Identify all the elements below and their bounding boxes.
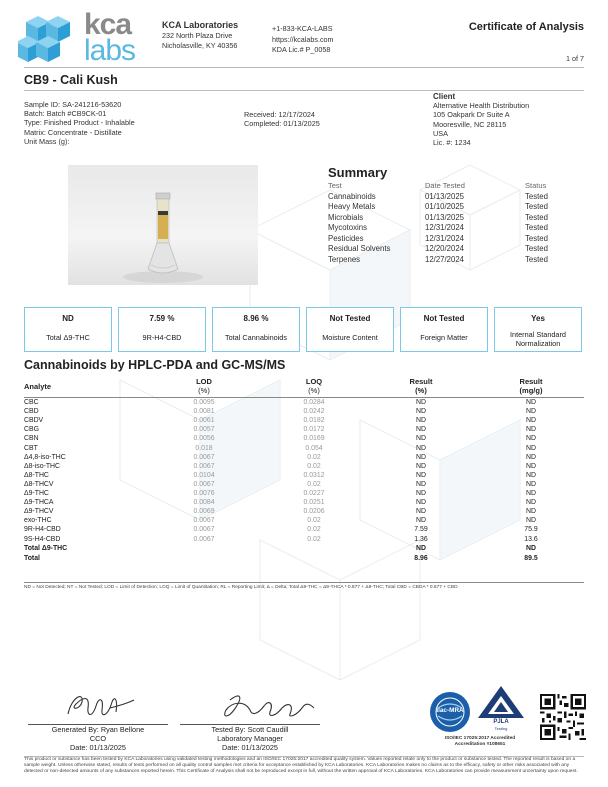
result-mg: ND <box>526 517 536 525</box>
summary-test: Residual Solvents <box>328 244 391 253</box>
summary-test: Terpenes <box>328 254 361 264</box>
summary-row <box>328 255 588 266</box>
result-mg: 89.5 <box>524 554 538 562</box>
analyte-name-cell <box>24 434 39 443</box>
lod-value: 0.0067 <box>193 453 215 461</box>
summary-header-date: Date Tested <box>425 181 465 190</box>
lod-value: 0.0067 <box>193 535 215 543</box>
lod-value: 0.0095 <box>193 399 215 406</box>
loq-value: 0.02 <box>307 462 321 470</box>
signature-scott-caudill <box>210 690 320 726</box>
analyte-name-cell <box>24 425 39 434</box>
result-mg: ND <box>526 462 536 470</box>
loq-value: 0.02 <box>307 517 321 525</box>
header-loq-unit: (%) <box>308 386 320 395</box>
sample-id: Sample ID: SA-241216-53620 <box>24 100 122 109</box>
result-box <box>24 307 112 352</box>
analyte-name-cell <box>24 407 39 416</box>
summary-status: Tested <box>525 223 548 232</box>
lab-website[interactable]: https://kcalabs.com <box>272 34 334 44</box>
loq-value: 0.0312 <box>303 471 325 479</box>
analyte-name-cell <box>24 535 60 544</box>
lab-contact-block <box>272 24 334 56</box>
summary-header-status: Status <box>525 181 547 190</box>
analyte-name-cell <box>24 480 54 489</box>
iso-line1: ISO/IEC 17025:2017 Accredited <box>444 736 516 741</box>
loq-value: 0.02 <box>307 453 321 461</box>
result-mg: ND <box>526 399 536 406</box>
lab-phone: +1-833-KCA-LABS <box>272 24 333 33</box>
analyte-name: CBN <box>24 435 39 443</box>
analyte-name: Total <box>24 554 40 562</box>
result-mg: 13.6 <box>524 535 538 543</box>
analyte-name-cell <box>24 516 52 525</box>
result-mg: ND <box>526 453 536 461</box>
lod-value: 0.0067 <box>193 526 215 534</box>
signature-caption-left <box>28 726 168 752</box>
table-row <box>24 407 584 416</box>
summary-test: Heavy Metals <box>328 202 376 211</box>
analyte-name: CBC <box>24 399 39 406</box>
iso-accreditation-text <box>430 736 530 748</box>
analyte-name: 9S-H4-CBD <box>24 535 61 543</box>
client-country: USA <box>433 128 449 138</box>
summary-test: Mycotoxins <box>328 223 367 232</box>
result-percent: ND <box>416 435 426 443</box>
summary-date: 12/27/2024 <box>425 254 465 264</box>
client-address2: Mooresville, NC 28115 <box>433 119 507 129</box>
table-row <box>24 453 584 462</box>
result-percent: ND <box>416 399 426 406</box>
analyte-name: Total Δ9-THC <box>24 544 68 552</box>
result-percent: ND <box>416 517 426 525</box>
table-row <box>24 471 584 480</box>
result-box-value: 7.59 % <box>149 314 175 323</box>
pjla-text: PJLA <box>493 719 509 725</box>
tested-by-title: Laboratory Manager <box>217 733 283 743</box>
result-percent: ND <box>416 544 426 552</box>
lab-address-block <box>162 20 238 52</box>
loq-value: 0.0251 <box>303 499 325 507</box>
client-license: Lic. #: 1234 <box>433 138 471 148</box>
result-percent: ND <box>416 480 426 488</box>
ilac-text: ilac-MRA <box>436 707 464 714</box>
header-lod-unit: (%) <box>198 386 210 395</box>
result-mg: ND <box>526 444 536 452</box>
analyte-name: CBG <box>24 426 39 434</box>
result-mg: ND <box>526 435 536 443</box>
document-title: Certificate of Analysis <box>468 21 584 33</box>
table-row <box>24 416 584 425</box>
result-percent: ND <box>416 471 426 479</box>
summary-status: Tested <box>525 212 548 222</box>
result-mg: ND <box>526 499 536 507</box>
product-divider <box>24 90 584 91</box>
table-row <box>24 489 584 498</box>
cannabinoids-header <box>24 377 584 397</box>
loq-value: 0.0182 <box>303 417 325 425</box>
result-percent: ND <box>416 444 426 452</box>
lod-value: 0.0076 <box>193 490 215 497</box>
tested-by-date: Date: 01/13/2025 <box>222 742 278 752</box>
summary-title: Summary <box>328 165 388 180</box>
result-box-label: Foreign Matter <box>420 333 468 342</box>
header-loq: LOQ <box>305 377 323 386</box>
pjla-triangle-icon <box>476 684 526 720</box>
lod-value: 0.0061 <box>193 417 215 425</box>
result-percent: ND <box>416 499 426 507</box>
summary-status: Tested <box>525 233 548 243</box>
lod-value: 0.018 <box>195 444 213 452</box>
loq-value: 0.0242 <box>303 408 325 416</box>
cartridge-image <box>68 165 258 285</box>
sample-type: Type: Finished Product - Inhalable <box>24 118 135 128</box>
analyte-name: Δ9-THC <box>24 490 49 497</box>
sample-unit-mass: Unit Mass (g): <box>24 136 70 146</box>
page-number: 1 of 7 <box>566 54 584 63</box>
summary-row <box>328 234 588 245</box>
summary-status: Tested <box>525 244 548 253</box>
table-row <box>24 535 584 544</box>
logo-text-labs: labs <box>84 34 136 67</box>
lod-value: 0.0081 <box>193 408 215 416</box>
result-box-value: ND <box>62 314 74 323</box>
logo-text-kca: kca <box>84 8 132 41</box>
summary-header-row <box>328 181 588 192</box>
client-address1: 105 Oakpark Dr Suite A <box>433 110 510 120</box>
summary-row <box>328 202 588 213</box>
table-row <box>24 516 584 525</box>
result-mg: 75.9 <box>524 526 538 534</box>
result-box-value: Not Tested <box>329 314 371 323</box>
result-box-value: 8.96 % <box>243 314 269 323</box>
generated-by-date: Date: 01/13/2025 <box>70 742 126 752</box>
product-name: CB9 - Cali Kush <box>24 73 118 87</box>
summary-status: Tested <box>525 191 548 201</box>
analyte-name: Δ9-THCA <box>24 499 54 507</box>
table-row <box>24 525 584 534</box>
sample-info <box>24 100 135 146</box>
summary-row <box>328 223 588 234</box>
iso-line2: Accreditation #108651 <box>454 742 506 747</box>
lab-address-line1: 232 North Plaza Drive <box>162 30 233 40</box>
summary-table <box>328 181 588 271</box>
analyte-name-cell <box>24 462 60 471</box>
analyte-name: Δ8-THCV <box>24 480 54 488</box>
result-box <box>306 307 394 352</box>
signature-ryan-bellone <box>62 688 142 724</box>
cannabinoids-title: Cannabinoids by HPLC-PDA and GC-MS/MS <box>24 358 286 372</box>
result-mg: ND <box>526 544 536 552</box>
result-box <box>118 307 206 352</box>
result-percent: ND <box>416 462 426 470</box>
result-mg: ND <box>526 471 536 479</box>
analyte-name: Δ9-THCV <box>24 508 54 516</box>
result-percent: ND <box>416 426 426 434</box>
analyte-name: CBT <box>24 444 38 452</box>
table-row <box>24 507 584 516</box>
lab-address-line2: Nicholasville, KY 40356 <box>162 41 238 50</box>
pjla-logo <box>476 684 526 732</box>
received-date: Received: 12/17/2024 <box>244 110 315 119</box>
analyte-name-cell <box>24 507 54 516</box>
summary-header-test: Test <box>328 181 342 190</box>
summary-row <box>328 192 588 203</box>
summary-test: Microbials <box>328 212 364 222</box>
lod-value: 0.0067 <box>193 480 215 488</box>
analyte-name-cell <box>24 416 43 425</box>
header-result: Result <box>409 377 433 386</box>
table-row <box>24 462 584 471</box>
result-box-label: Moisture Content <box>322 333 378 342</box>
table-row <box>24 398 584 407</box>
summary-row <box>328 213 588 224</box>
table-row <box>24 434 584 443</box>
table-footnote: ND = Not Detected; NT = Not Tested; LOD = Limit of Detection; LOQ = Limit of Quantitation; RL = Reporting Limit; Δ = Delta; Total Δ9-THC = Δ9-THCA * 0.877 + Δ9-THC; Total CBD = CBDA * 0.877 + CBD <box>24 585 458 590</box>
table-row <box>24 480 584 489</box>
qr-code[interactable] <box>540 694 586 740</box>
summary-test: Pesticides <box>328 233 364 243</box>
sample-batch: Batch: Batch #CB9CK-01 <box>24 109 107 119</box>
result-box-label: 9R-H4-CBD <box>142 333 182 342</box>
analyte-name-cell <box>24 544 67 553</box>
result-percent: ND <box>416 453 426 461</box>
result-box <box>494 307 582 352</box>
summary-test: Cannabinoids <box>328 191 376 201</box>
header-lod: LOD <box>196 377 212 386</box>
lab-name: KCA Laboratories <box>162 20 239 30</box>
generated-by-title: CCO <box>89 733 107 743</box>
analyte-name: CBDV <box>24 417 44 425</box>
result-box <box>212 307 300 352</box>
result-box-label: Internal Standard Normalization <box>510 330 566 348</box>
result-box-label: Total Cannabinoids <box>224 333 288 342</box>
product-photo <box>68 165 258 285</box>
result-mg: ND <box>526 417 536 425</box>
analyte-name-cell <box>24 525 61 534</box>
loq-value: 0.054 <box>305 444 323 452</box>
signature-caption-right <box>180 726 320 752</box>
disclaimer: This product or substance has been tested by KCA Laboratories using validated testing methodologies and an ISO/IEC 17025:2017 accredited quality system. Values reported relate only to the product or substance tested. The reported result is based on a sample weight. Unless otherwise stated, results of tests performed on all quality control samples met criteria for acceptance established by KCA Laboratories. KCA Laboratories makes no claims as to the efficacy, safety or other risks associated with any detected or non-detected amounts of any substances reported herein. This Certificate of Analysis shall not be reproduced except in full, without the written approval of KCA Laboratories. KCA Laboratories can provide measurement uncertainty upon request. <box>24 757 578 775</box>
tested-by: Tested By: Scott Caudill <box>211 725 289 734</box>
analyte-name-cell <box>24 471 49 480</box>
lod-value: 0.0067 <box>193 517 215 525</box>
analyte-name-cell <box>24 398 39 407</box>
summary-date: 12/31/2024 <box>425 233 465 243</box>
result-mg: ND <box>526 426 536 434</box>
loq-value: 0.02 <box>307 480 321 488</box>
loq-value: 0.0206 <box>303 508 325 516</box>
header-mg: Result <box>519 377 543 386</box>
loq-value: 0.02 <box>307 526 321 534</box>
summary-date: 12/31/2024 <box>425 223 465 232</box>
analyte-name-cell <box>24 498 54 507</box>
header-result-unit: (%) <box>415 386 427 395</box>
result-percent: 8.96 <box>414 554 428 562</box>
result-percent: ND <box>416 417 426 425</box>
client-block <box>433 92 529 147</box>
summary-date: 01/10/2025 <box>425 202 465 211</box>
lod-value: 0.0084 <box>193 499 215 507</box>
result-mg: ND <box>526 490 536 497</box>
summary-status: Tested <box>525 202 548 211</box>
result-mg: ND <box>526 508 536 516</box>
completed-date: Completed: 01/13/2025 <box>244 119 320 129</box>
analyte-name-cell <box>24 489 49 498</box>
result-percent: ND <box>416 408 426 416</box>
table-row <box>24 425 584 434</box>
cube-logo-icon <box>18 14 80 64</box>
result-percent: ND <box>416 490 426 497</box>
result-box <box>400 307 488 352</box>
ilac-mra-logo <box>428 690 472 734</box>
table-row <box>24 444 584 453</box>
kca-logo <box>18 8 153 67</box>
header-analyte: Analyte <box>24 382 52 391</box>
summary-date: 01/13/2025 <box>425 191 465 201</box>
lod-value: 0.0057 <box>193 426 215 434</box>
summary-date: 12/20/2024 <box>425 244 465 253</box>
total-d9-thc-row <box>24 544 584 553</box>
lod-value: 0.0069 <box>193 508 215 516</box>
result-percent: 1.36 <box>414 535 428 543</box>
header-divider <box>24 67 584 68</box>
result-mg: ND <box>526 480 536 488</box>
client-name: Alternative Health Distribution <box>433 101 530 111</box>
pjla-subtext: Testing <box>494 726 508 731</box>
total-row <box>24 554 584 563</box>
result-percent: 7.59 <box>414 526 428 534</box>
table-row <box>24 498 584 507</box>
table-bottom-divider <box>24 582 584 583</box>
lod-value: 0.0104 <box>193 471 215 479</box>
analyte-name: Δ4,8-iso-THC <box>24 453 66 461</box>
loq-value: 0.0172 <box>303 426 325 434</box>
loq-value: 0.0227 <box>303 490 325 497</box>
analyte-name: Δ8-iso-THC <box>24 462 60 470</box>
generated-by: Generated By: Ryan Bellone <box>51 725 145 734</box>
sample-matrix: Matrix: Concentrate - Distillate <box>24 127 122 137</box>
summary-row <box>328 244 588 255</box>
analyte-name-cell <box>24 444 38 453</box>
client-heading: Client <box>433 92 456 101</box>
analyte-name: 9R-H4-CBD <box>24 526 61 534</box>
header-mg-unit: (mg/g) <box>519 386 543 395</box>
loq-value: 0.02 <box>307 535 321 543</box>
analyte-name: CBD <box>24 408 39 416</box>
summary-date: 01/13/2025 <box>425 212 465 222</box>
result-box-value: Not Tested <box>423 314 465 323</box>
analyte-name: exo-THC <box>24 517 52 525</box>
analyte-name-cell <box>24 554 40 563</box>
analyte-name-cell <box>24 453 66 462</box>
analyte-name: Δ8-THC <box>24 471 49 479</box>
lod-value: 0.0056 <box>193 435 215 443</box>
result-percent: ND <box>416 508 426 516</box>
summary-status: Tested <box>525 254 548 264</box>
lod-value: 0.0067 <box>193 462 215 470</box>
loq-value: 0.0169 <box>303 435 325 443</box>
result-mg: ND <box>526 408 536 416</box>
lab-license: KDA Lic.# P_0058 <box>272 45 331 54</box>
loq-value: 0.0284 <box>303 399 325 406</box>
sample-dates <box>244 110 320 128</box>
result-box-label: Total Δ9-THC <box>46 333 90 342</box>
result-box-value: Yes <box>531 314 545 323</box>
